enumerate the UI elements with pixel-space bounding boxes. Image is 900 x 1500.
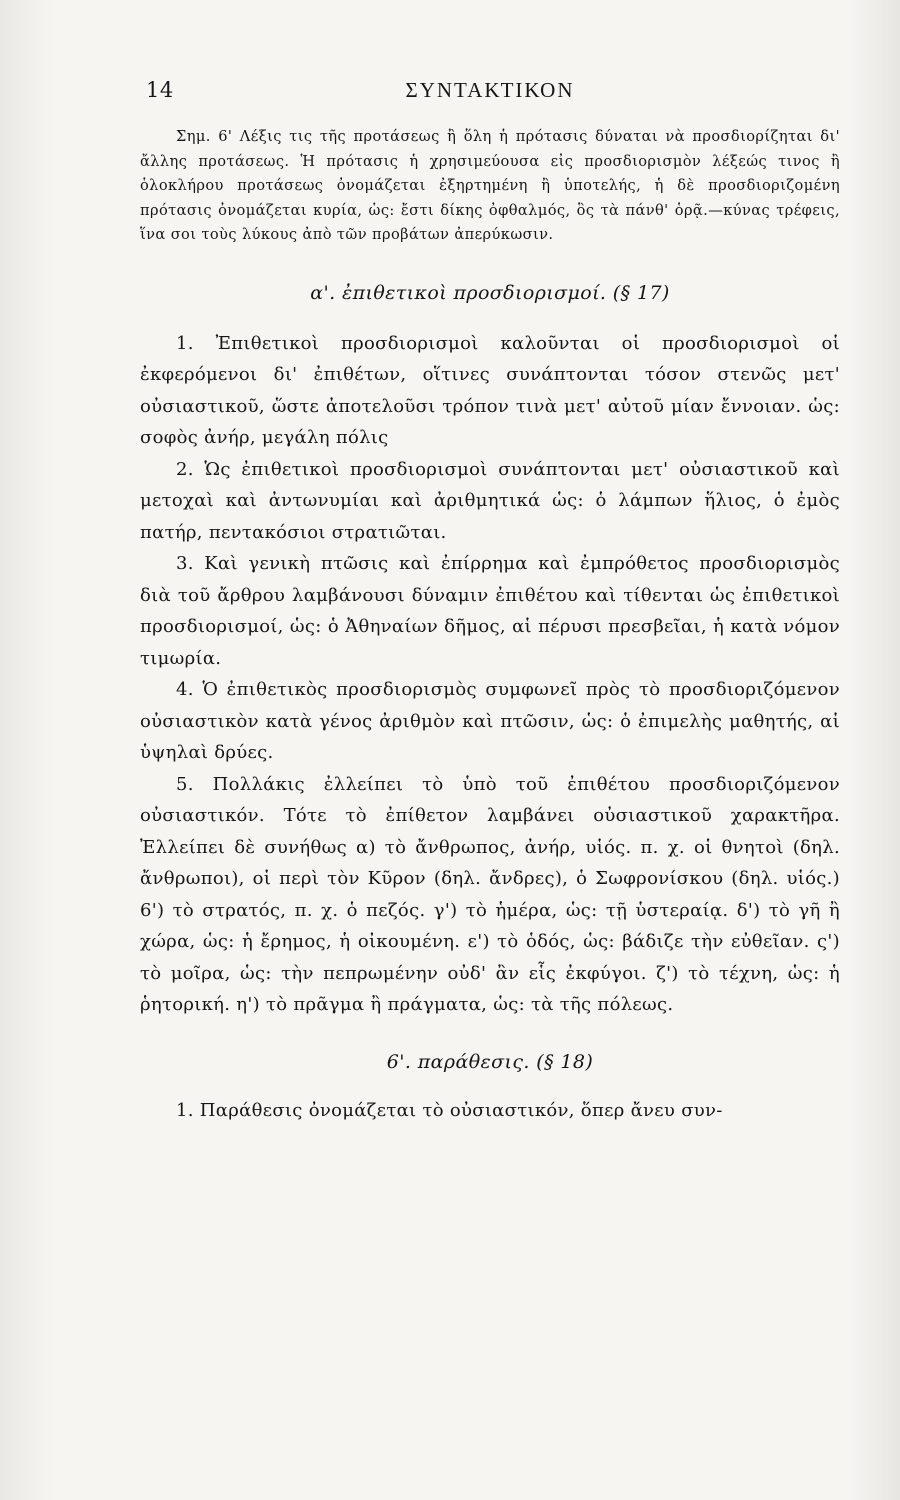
paragraph-1: 1. Ἐπιθετικοὶ προσδιορισμοὶ καλοῦνται οἱ προσδιορισμοὶ οἱ ἐκφερόμενοι δι' ἐπιθέτων, οἵτινες συνάπτονται τόσον στενῶς μετ' οὐσιαστικοῦ, ὥστε ἀποτελοῦσι τρόπον τινὰ μετ' αὐτοῦ μίαν ἔννοιαν. ὡς: σοφὸς ἀνήρ, μεγάλη πόλις: [140, 332, 840, 448]
paragraph-b-1: 1. Παράθεσις ὀνομάζεται τὸ οὐσιαστικόν, ὅπερ ἄνευ συν-: [176, 1099, 723, 1121]
section-heading-b: 6'. παράθεσις. (§ 18): [386, 1050, 594, 1073]
note-paragraph: Σημ. 6' Λέξις τις τῆς προτάσεως ἢ ὅλη ἡ πρότασις δύναται νὰ προσδιορίζηται δι' ἄλλης προτάσεως. Ἡ πρότασις ἡ χρησιμεύουσα εἰς προσδιορισμὸν λέξεώς τινος ἢ ὁλοκλήρου προτάσεως ὀνομάζεται ἐξηρτημένη ἢ ὑποτελής, ἡ δὲ προσδιοριζομένη πρότασις ὀνομάζεται κυρία, ὡς: ἔστι δίκης ὀφθαλμός, ὃς τὰ πάνθ' ὁρᾷ.—κύνας τρέφεις, ἵνα σοι τοὺς λύκους ἀπὸ τῶν προβάτων ἀπερύκωσιν.: [140, 128, 840, 243]
page-number: 14: [146, 78, 174, 102]
page-header: [140, 78, 840, 108]
page-body: [140, 125, 840, 1126]
paragraph-3: 3. Καὶ γενικὴ πτῶσις καὶ ἐπίρρημα καὶ ἐμπρόθετος προσδιορισμὸς διὰ τοῦ ἄρθρου λαμβάνουσι δύναμιν ἐπιθέτου καὶ τίθενται ὡς ἐπιθετικοὶ προσδιορισμοί, ὡς: ὁ Ἀθηναίων δῆμος, αἱ πέρυσι πρεσβεῖαι, ἡ κατὰ νόμον τιμωρία.: [140, 553, 840, 669]
paragraph-5: 5. Πολλάκις ἐλλείπει τὸ ὑπὸ τοῦ ἐπιθέτου προσδιοριζόμενον οὐσιαστικόν. Τότε τὸ ἐπίθετον λαμβάνει οὐσιαστικοῦ χαρακτῆρα. Ἐλλείπει δὲ συνήθως α) τὸ ἄνθρωπος, ἀνήρ, υἱός. π. χ. οἱ θνητοὶ (δηλ. ἄνθρωποι), οἱ περὶ τὸν Κῦρον (δηλ. ἄνδρες), ὁ Σωφρονίσκου (δηλ. υἱός.) 6') τὸ στρατός, π. χ. ὁ πεζός. γ') τὸ ἡμέρα, ὡς: τῇ ὑστεραίᾳ. δ') τὸ γῆ ἢ χώρα, ὡς: ἡ ἔρημος, ἡ οἰκουμένη. ε') τὸ ὁδός, ὡς: βάδιζε τὴν εὐθεῖαν. ς') τὸ μοῖρα, ὡς: τὴν πεπρωμένην οὐδ' ἂν εἷς ἐκφύγοι. ζ') τὸ τέχνη, ὡς: ἡ ῥητορική. η') τὸ πρᾶγμα ἢ πράγματα, ὡς: τὰ τῆς πόλεως.: [140, 773, 840, 1015]
paragraph-4: 4. Ὁ ἐπιθετικὸς προσδιορισμὸς συμφωνεῖ πρὸς τὸ προσδιοριζόμενον οὐσιαστικὸν κατὰ γένος ἀριθμὸν καὶ πτῶσιν, ὡς: ὁ ἐπιμελὴς μαθητής, αἱ ὑψηλαὶ δρύες.: [140, 679, 840, 763]
paragraph-2: 2. Ὡς ἐπιθετικοὶ προσδιορισμοὶ συνάπτονται μετ' οὐσιαστικοῦ καὶ μετοχαὶ καὶ ἀντωνυμίαι καὶ ἀριθμητικά ὡς: ὁ λάμπων ἥλιος, ὁ ἐμὸς πατήρ, πεντακόσιοι στρατιῶται.: [140, 458, 840, 543]
running-head: ΣΥΝΤΑΚΤΙΚΟΝ: [405, 78, 575, 102]
section-heading-a: α'. ἐπιθετικοὶ προσδιορισμοί. (§ 17): [310, 281, 670, 304]
